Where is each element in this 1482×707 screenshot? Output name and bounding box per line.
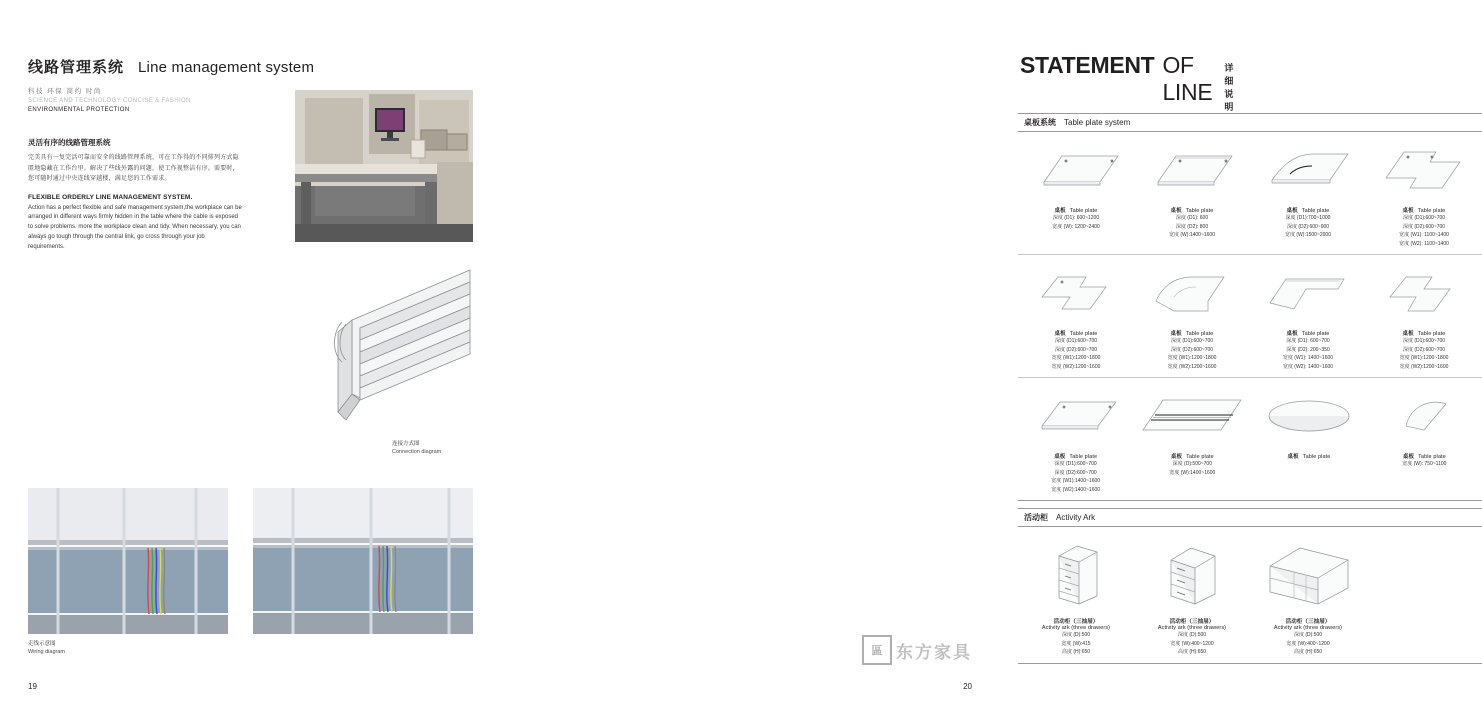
product-name-en: Table plate: [1069, 454, 1098, 460]
product-dim: 宽度 (W2):1200~1600: [1167, 363, 1217, 370]
product-dim: 宽度 (W2): 1100~1400: [1399, 240, 1449, 247]
product-cell[interactable]: [1250, 132, 1366, 254]
product-dim: 深度 (D):500: [1177, 632, 1207, 638]
product-name-cn: 活动柜（三抽屉）: [1285, 619, 1331, 625]
table-plate-circle-figure: [1255, 386, 1362, 448]
product-cell[interactable]: [1018, 132, 1134, 254]
table-plate-z-shape-figure: [1022, 263, 1130, 325]
product-dim: 深度 (D):500: [1061, 632, 1091, 638]
product-name-cn: 桌板: [1054, 331, 1066, 337]
wiring-photo-left: [28, 488, 228, 634]
product-cell[interactable]: [1134, 132, 1250, 254]
product-dim: 宽度 (W): 750~1100: [1402, 461, 1447, 467]
product-dim: 深度 (D):500: [1293, 632, 1323, 638]
product-label: [1169, 452, 1215, 477]
activity-ark-open-figure: [1254, 535, 1362, 613]
product-name-en: Table plate: [1185, 208, 1214, 214]
product-name-en: Table plate: [1301, 331, 1330, 337]
product-dim: 宽度 (W1):1200~1800: [1399, 355, 1449, 361]
product-dim: 宽度 (W):400~1200: [1170, 640, 1214, 647]
product-row: [1018, 527, 1482, 664]
product-name-en: Table plate: [1302, 454, 1331, 460]
product-dim: 宽度 (W):1500~2000: [1285, 232, 1331, 238]
caption-connection-en: Connection diagram: [392, 449, 442, 456]
product-name-cn: 桌板: [1286, 208, 1298, 214]
logo-text: 东方家具: [896, 642, 972, 662]
caption-wiring-diagram: [28, 640, 65, 657]
body-paragraph-en: Action has a perfect flexible and safe management system,the workplace can be arranged in different ways firmly hidden in the table where the cable is exposed to solve problems. more the workplace clean and tidy. When necessary, you can always go tough through the central link, go cross through your job requirements.: [28, 204, 242, 251]
product-dim: 宽度 (W1): 1400~1600: [1282, 355, 1334, 361]
table-plate-fan-figure: [1371, 386, 1478, 448]
product-cell[interactable]: [1134, 527, 1250, 663]
subtitle-cn: 科技 环保 简约 时尚: [28, 88, 102, 95]
product-dim: 深度 (D2):600~900: [1286, 223, 1330, 230]
product-row: [1018, 132, 1482, 255]
product-name-cn: 桌板: [1402, 208, 1414, 214]
product-dim: 宽度 (W1):1200~1800: [1167, 355, 1217, 361]
product-dim: 深度 (D1):600~700: [1054, 461, 1097, 467]
page-title-en: Line management system: [138, 59, 315, 76]
product-name-cn: 桌板: [1287, 454, 1299, 460]
product-cell-empty: [1366, 527, 1482, 663]
product-label: [1042, 617, 1110, 657]
right-title-cn: 详细说明: [1224, 63, 1234, 112]
subtitle-en-dark: ENVIRONMENTAL PROTECTION: [28, 107, 130, 113]
product-label: [1051, 452, 1100, 494]
product-name-en: Table plate: [1185, 331, 1214, 337]
product-label: [1168, 329, 1217, 371]
product-dim: 深度 (D1):600~700: [1402, 215, 1446, 221]
product-cell[interactable]: [1133, 378, 1251, 500]
product-cell[interactable]: [1367, 378, 1482, 500]
product-dim: 深度 (D):500~700: [1172, 461, 1212, 467]
table-plate-l-shape-figure: [1370, 140, 1478, 202]
product-name-en: Table plate: [1417, 208, 1446, 214]
product-cell[interactable]: [1366, 132, 1482, 254]
product-label: [1052, 206, 1099, 231]
product-dim: 宽度 (W2):1200~1600: [1051, 363, 1101, 370]
product-dim: 宽度 (W1):1400~1600: [1051, 478, 1101, 484]
product-dim: 深度 (D2): 800: [1175, 223, 1209, 230]
product-dim: 宽度 (W): 1200~2400: [1052, 223, 1100, 230]
wiring-photo-right: [253, 488, 473, 634]
product-name-en: Activity ark (three drawers): [1157, 625, 1227, 631]
product-name-cn: 桌板: [1054, 208, 1066, 214]
product-dim: 高度 (H):650: [1177, 649, 1207, 655]
product-label: [1158, 617, 1226, 657]
product-name-cn: 桌板: [1286, 331, 1298, 337]
page-number-right: 20: [963, 682, 972, 691]
section-title-cn: 活动柜: [1024, 513, 1048, 522]
product-dim: 高度 (H):650: [1293, 649, 1323, 655]
product-name-en: Table plate: [1418, 454, 1446, 460]
caption-wiring-en: Wiring diagram: [28, 649, 65, 656]
product-name-en: Activity ark (three drawers): [1041, 625, 1111, 631]
table-plate-double-bar-figure: [1137, 386, 1247, 448]
section-activity-ark: [1018, 508, 1482, 664]
product-label: [1052, 329, 1101, 371]
product-dim: 宽度 (W):415: [1061, 640, 1091, 647]
product-dim: 深度 (D2):600~700: [1170, 346, 1214, 353]
product-dim: 宽度 (W1):1200~1800: [1051, 355, 1101, 361]
right-page: [500, 0, 1449, 707]
product-dim: 深度 (D2):600~700: [1402, 346, 1446, 353]
left-page: [0, 0, 500, 707]
table-plate-zigzag-figure: [1370, 263, 1478, 325]
rail-profile-illustration: [330, 262, 480, 447]
product-cell[interactable]: [1018, 255, 1134, 377]
product-dim: 深度 (D2): 200~350: [1286, 346, 1330, 353]
section-title-en: Table plate system: [1064, 118, 1131, 127]
section-header-table-plate: [1018, 113, 1482, 132]
product-label: [1285, 206, 1331, 240]
product-name-en: Table plate: [1186, 454, 1214, 460]
product-row: [1018, 255, 1482, 378]
brand-logo: [862, 635, 972, 665]
product-label: [1169, 206, 1215, 240]
table-plate-rect-notch-figure: [1022, 386, 1129, 448]
logo-mark-icon: 區: [862, 635, 892, 665]
page-number-left: 19: [28, 682, 37, 691]
product-name-cn: 桌板: [1402, 331, 1414, 337]
product-cell[interactable]: [1018, 527, 1134, 663]
product-cell[interactable]: [1250, 255, 1366, 377]
table-plate-rect-figure: [1022, 140, 1130, 202]
page-title-cn: 线路管理系统: [28, 59, 125, 76]
product-dim: 深度 (D1): 600~1200: [1052, 215, 1100, 221]
product-dim: 深度 (D1): 600~700: [1286, 338, 1330, 344]
product-row: [1018, 378, 1482, 501]
product-dim: 宽度 (W1): 1100~1400: [1399, 232, 1449, 238]
subtitle-block: [28, 86, 278, 115]
product-label: [1399, 206, 1449, 248]
product-label: [1402, 452, 1446, 469]
product-dim: 深度 (D1): 600: [1175, 215, 1209, 221]
product-dim: 深度 (D1):600~700: [1170, 338, 1214, 344]
product-cell[interactable]: [1366, 255, 1482, 377]
section-table-plate-system: [1018, 113, 1482, 501]
product-dim: 深度 (D1):700~1000: [1285, 215, 1331, 221]
product-name-cn: 桌板: [1170, 208, 1182, 214]
office-workstation-photo: [295, 90, 473, 242]
product-dim: 宽度 (W2): 1400~1600: [1282, 363, 1334, 370]
section-title-cn: 桌板系统: [1024, 118, 1056, 127]
product-name-cn: 桌板: [1170, 454, 1183, 460]
product-name-cn: 桌板: [1054, 454, 1066, 460]
product-cell[interactable]: [1134, 255, 1250, 377]
product-dim: 深度 (D1):600~700: [1054, 338, 1098, 344]
section-header-activity-ark: [1018, 508, 1482, 527]
product-dim: 宽度 (W2):1400~1600: [1051, 486, 1101, 493]
caption-connection-diagram: [392, 440, 441, 457]
right-title-bold: STATEMENT: [1020, 52, 1155, 78]
product-label: [1288, 452, 1331, 460]
product-label: [1283, 329, 1333, 371]
product-dim: 深度 (D1):600~700: [1402, 338, 1446, 344]
product-name-cn: 活动柜（三抽屉）: [1053, 619, 1099, 625]
product-dim: 宽度 (W):400~1200: [1286, 640, 1330, 647]
product-cell[interactable]: [1250, 527, 1366, 663]
caption-wiring-cn: 走线示意图: [28, 641, 56, 647]
activity-ark-mid-figure: [1138, 535, 1246, 613]
body-heading-en: FLEXIBLE ORDERLY LINE MANAGEMENT SYSTEM.: [28, 193, 193, 201]
caption-connection-cn: 连接方式图: [392, 441, 420, 447]
product-dim: 高度 (H):650: [1061, 649, 1091, 655]
product-name-en: Table plate: [1069, 208, 1098, 214]
product-name-cn: 桌板: [1170, 331, 1182, 337]
product-name-en: Table plate: [1417, 331, 1446, 337]
right-title-normal: OF LINE: [1162, 52, 1213, 105]
table-plate-curve-front-figure: [1254, 140, 1362, 202]
activity-ark-tall-figure: [1022, 535, 1130, 613]
product-name-cn: 活动柜（三抽屉）: [1169, 619, 1215, 625]
table-plate-l-round-figure: [1138, 263, 1246, 325]
product-label: [1274, 617, 1342, 657]
body-paragraph-cn: 完美具有一复完活可靠而安全的线路管理系统，可在工作得的不同排列方式隐匿地隐藏在工作台里。解决了些线外露的问题，使工作视整洁有序。需要时，您可随时通过中央连线穿越楼，满足您的工作需求。: [28, 155, 239, 182]
body-heading-cn: 灵活有序的线路管理系统: [28, 138, 111, 147]
product-dim: 深度 (D2):600~700: [1054, 346, 1098, 353]
product-name-en: Table plate: [1069, 331, 1098, 337]
right-page-title: [1020, 52, 1233, 115]
product-dim: 宽度 (W2):1200~1600: [1399, 363, 1449, 370]
product-name-en: Table plate: [1301, 208, 1330, 214]
table-plate-l-thin-figure: [1254, 263, 1362, 325]
section-title-en: Activity Ark: [1056, 513, 1096, 522]
product-dim: 深度 (D2):600~700: [1054, 469, 1097, 476]
product-cell[interactable]: [1018, 378, 1133, 500]
table-plate-rect-step-figure: [1138, 140, 1246, 202]
body-copy: [28, 137, 243, 253]
product-name-cn: 桌板: [1402, 454, 1415, 460]
product-dim: 宽度 (W):1400~1600: [1169, 232, 1215, 238]
page-title: [28, 56, 314, 77]
product-dim: 宽度 (W):1400~1600: [1169, 469, 1216, 476]
product-dim: 深度 (D2):600~700: [1402, 223, 1446, 230]
product-name-en: Activity ark (three drawers): [1273, 625, 1343, 631]
product-cell[interactable]: [1251, 378, 1366, 500]
subtitle-en-grey: SCIENCE AND TECHNOLOGY CONCISE & FASHION: [28, 98, 191, 104]
product-label: [1400, 329, 1449, 371]
